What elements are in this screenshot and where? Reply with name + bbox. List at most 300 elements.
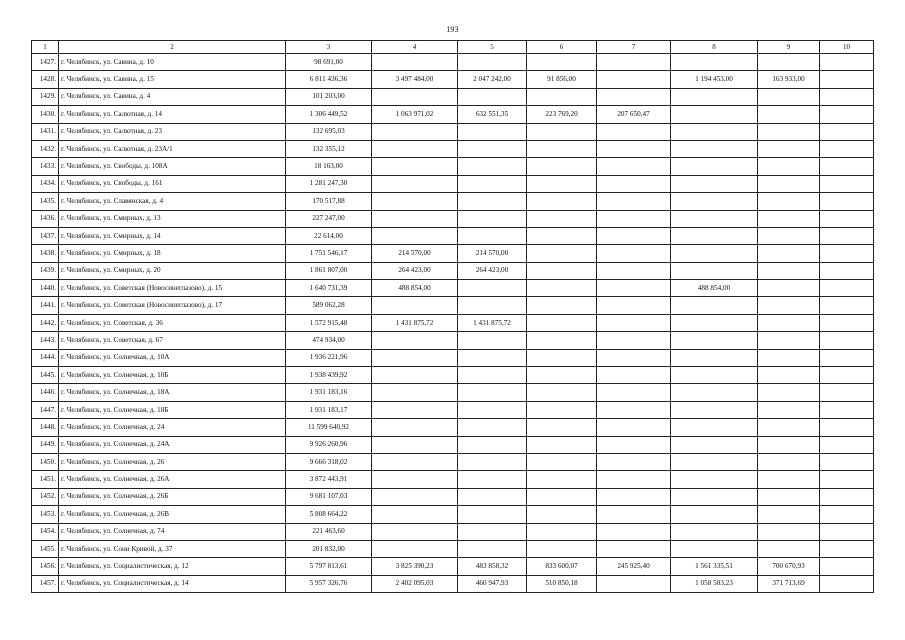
cost-col-9-cell [758, 280, 820, 297]
cost-col-4-cell [372, 488, 458, 505]
cost-total-cell: 1 936 221,96 [286, 349, 372, 366]
row-number-cell: 1431. [32, 123, 59, 140]
cost-col-6-cell [527, 88, 597, 105]
page-number: 193 [446, 25, 459, 34]
cost-col-5-cell [458, 140, 527, 157]
cost-col-9-cell [758, 349, 820, 366]
cost-col-5-cell [458, 123, 527, 140]
cost-col-5-cell: 2 047 242,00 [458, 71, 527, 88]
address-cell: г. Челябинск, ул. Солнечная, д. 10Б [59, 367, 286, 384]
cost-col-8-cell: 1 561 335,51 [671, 558, 758, 575]
cost-total-cell: 1 640 731,39 [286, 280, 372, 297]
cost-total-cell: 132 355,12 [286, 140, 372, 157]
row-number-cell: 1445. [32, 367, 59, 384]
cost-col-5-cell [458, 332, 527, 349]
cost-col-10-cell [820, 384, 874, 401]
row-number-cell: 1438. [32, 245, 59, 262]
cost-col-7-cell [597, 471, 671, 488]
address-cell: г. Челябинск, ул. Савина, д. 10 [59, 54, 286, 71]
cost-col-7-cell [597, 436, 671, 453]
table-row [32, 227, 874, 244]
cost-col-4-cell [372, 349, 458, 366]
cost-col-8-cell [671, 367, 758, 384]
cost-total-cell: 9 681 107,03 [286, 488, 372, 505]
cost-col-9-cell [758, 227, 820, 244]
cost-col-4-cell [372, 332, 458, 349]
cost-col-8-cell: 1 058 583,23 [671, 575, 758, 592]
table-row [32, 262, 874, 279]
cost-col-8-cell [671, 436, 758, 453]
cost-col-5-cell: 264 423,00 [458, 262, 527, 279]
row-number-cell: 1452. [32, 488, 59, 505]
cost-col-7-cell [597, 280, 671, 297]
cost-col-10-cell [820, 158, 874, 175]
address-cell: г. Челябинск, ул. Солнечная, д. 26 [59, 453, 286, 470]
cost-col-4-cell: 3 825 390,23 [372, 558, 458, 575]
cost-col-10-cell [820, 227, 874, 244]
row-number-cell: 1451. [32, 471, 59, 488]
cost-col-8-cell [671, 88, 758, 105]
column-header: 2 [59, 41, 286, 54]
cost-col-6-cell [527, 349, 597, 366]
cost-total-cell: 5 957 326,76 [286, 575, 372, 592]
cost-col-7-cell [597, 540, 671, 557]
cost-col-8-cell [671, 488, 758, 505]
cost-col-6-cell [527, 314, 597, 331]
address-cell: г. Челябинск, ул. Солнечная, д. 24А [59, 436, 286, 453]
row-number-cell: 1427. [32, 54, 59, 71]
address-cell: г. Челябинск, ул. Салютная, д. 23А/1 [59, 140, 286, 157]
cost-col-7-cell [597, 123, 671, 140]
cost-col-5-cell [458, 384, 527, 401]
table-body [32, 41, 874, 593]
table-row [32, 280, 874, 297]
cost-col-10-cell [820, 280, 874, 297]
cost-total-cell: 227 247,00 [286, 210, 372, 227]
row-number-cell: 1429. [32, 88, 59, 105]
cost-col-6-cell [527, 262, 597, 279]
row-number-cell: 1428. [32, 71, 59, 88]
cost-col-6-cell [527, 210, 597, 227]
cost-col-7-cell [597, 71, 671, 88]
row-number-cell: 1456. [32, 558, 59, 575]
table-row [32, 140, 874, 157]
cost-col-10-cell [820, 523, 874, 540]
cost-col-5-cell [458, 401, 527, 418]
table-row [32, 297, 874, 314]
cost-col-10-cell [820, 419, 874, 436]
cost-col-4-cell [372, 123, 458, 140]
cost-col-6-cell [527, 540, 597, 557]
row-number-cell: 1443. [32, 332, 59, 349]
cost-col-9-cell [758, 488, 820, 505]
cost-col-7-cell [597, 453, 671, 470]
row-number-cell: 1450. [32, 453, 59, 470]
cost-col-8-cell [671, 506, 758, 523]
cost-col-9-cell [758, 384, 820, 401]
cost-col-7-cell [597, 54, 671, 71]
cost-total-cell: 6 811 436,36 [286, 71, 372, 88]
cost-col-6-cell [527, 332, 597, 349]
address-cell: г. Челябинск, ул. Советская, д. 36 [59, 314, 286, 331]
cost-col-5-cell [458, 227, 527, 244]
cost-col-8-cell [671, 540, 758, 557]
cost-col-8-cell [671, 453, 758, 470]
cost-col-5-cell: 632 551,35 [458, 106, 527, 123]
row-number-cell: 1457. [32, 575, 59, 592]
cost-col-7-cell [597, 488, 671, 505]
cost-col-4-cell [372, 158, 458, 175]
cost-total-cell: 9 926 260,96 [286, 436, 372, 453]
address-cell: г. Челябинск, ул. Свободы, д. 161 [59, 175, 286, 192]
row-number-cell: 1441. [32, 297, 59, 314]
cost-col-9-cell [758, 506, 820, 523]
cost-col-6-cell [527, 140, 597, 157]
column-header: 9 [758, 41, 820, 54]
cost-col-10-cell [820, 54, 874, 71]
table-row [32, 540, 874, 557]
cost-col-5-cell [458, 419, 527, 436]
cost-col-5-cell [458, 488, 527, 505]
cost-col-6-cell: 223 769,20 [527, 106, 597, 123]
cost-col-4-cell [372, 419, 458, 436]
column-header: 10 [820, 41, 874, 54]
row-number-cell: 1439. [32, 262, 59, 279]
cost-col-6-cell [527, 227, 597, 244]
cost-col-7-cell: 245 925,40 [597, 558, 671, 575]
cost-col-10-cell [820, 506, 874, 523]
cost-total-cell: 9 666 318,02 [286, 453, 372, 470]
cost-total-cell: 201 832,00 [286, 540, 372, 557]
cost-col-6-cell [527, 297, 597, 314]
cost-total-cell: 1 281 247,30 [286, 175, 372, 192]
row-number-cell: 1454. [32, 523, 59, 540]
address-cell: г. Челябинск, ул. Смирных, д. 18 [59, 245, 286, 262]
table-row [32, 523, 874, 540]
cost-col-10-cell [820, 401, 874, 418]
cost-col-4-cell [372, 175, 458, 192]
row-number-cell: 1446. [32, 384, 59, 401]
cost-col-4-cell: 488 854,00 [372, 280, 458, 297]
cost-col-6-cell: 91 856,00 [527, 71, 597, 88]
row-number-cell: 1449. [32, 436, 59, 453]
cost-col-10-cell [820, 488, 874, 505]
cost-total-cell: 221 463,60 [286, 523, 372, 540]
cost-col-7-cell [597, 367, 671, 384]
table-row [32, 506, 874, 523]
cost-col-8-cell [671, 54, 758, 71]
cost-col-9-cell [758, 175, 820, 192]
cost-col-7-cell [597, 227, 671, 244]
row-number-cell: 1430. [32, 106, 59, 123]
cost-total-cell: 1 938 439,92 [286, 367, 372, 384]
cost-col-9-cell [758, 436, 820, 453]
cost-col-10-cell [820, 575, 874, 592]
cost-col-9-cell [758, 193, 820, 210]
cost-col-7-cell [597, 314, 671, 331]
cost-col-4-cell [372, 506, 458, 523]
cost-total-cell: 22 614,00 [286, 227, 372, 244]
table-row [32, 349, 874, 366]
cost-col-8-cell [671, 332, 758, 349]
cost-col-4-cell [372, 193, 458, 210]
address-cell: г. Челябинск, ул. Солнечная, д. 74 [59, 523, 286, 540]
cost-col-5-cell [458, 297, 527, 314]
cost-col-9-cell [758, 332, 820, 349]
table-row [32, 314, 874, 331]
cost-col-10-cell [820, 140, 874, 157]
table-row [32, 575, 874, 592]
address-cell: г. Челябинск, ул. Советская (Новосинеглазово), д. 15 [59, 280, 286, 297]
row-number-cell: 1442. [32, 314, 59, 331]
cost-total-cell: 589 062,28 [286, 297, 372, 314]
table-row [32, 384, 874, 401]
cost-col-9-cell [758, 123, 820, 140]
table-row [32, 175, 874, 192]
address-cell: г. Челябинск, ул. Смирных, д. 13 [59, 210, 286, 227]
cost-col-6-cell: 833 600,07 [527, 558, 597, 575]
cost-col-4-cell: 264 423,00 [372, 262, 458, 279]
column-number-row [32, 41, 874, 54]
cost-col-5-cell: 1 431 875,72 [458, 314, 527, 331]
column-header: 8 [671, 41, 758, 54]
table-row [32, 106, 874, 123]
cost-col-7-cell [597, 245, 671, 262]
cost-col-4-cell [372, 523, 458, 540]
cost-col-8-cell [671, 419, 758, 436]
cost-col-5-cell [458, 349, 527, 366]
cost-col-9-cell: 700 670,93 [758, 558, 820, 575]
cost-col-5-cell [458, 367, 527, 384]
cost-col-4-cell: 214 570,00 [372, 245, 458, 262]
cost-col-9-cell [758, 262, 820, 279]
row-number-cell: 1434. [32, 175, 59, 192]
cost-col-10-cell [820, 88, 874, 105]
address-cell: г. Челябинск, ул. Славянская, д. 4 [59, 193, 286, 210]
cost-total-cell: 98 691,00 [286, 54, 372, 71]
cost-total-cell: 18 163,00 [286, 158, 372, 175]
address-cell: г. Челябинск, ул. Солнечная, д. 26В [59, 506, 286, 523]
address-cell: г. Челябинск, ул. Солнечная, д. 26А [59, 471, 286, 488]
row-number-cell: 1440. [32, 280, 59, 297]
row-number-cell: 1444. [32, 349, 59, 366]
column-header: 1 [32, 41, 59, 54]
cost-col-8-cell [671, 193, 758, 210]
address-cell: г. Челябинск, ул. Социалистическая, д. 14 [59, 575, 286, 592]
cost-col-9-cell [758, 523, 820, 540]
table-row [32, 88, 874, 105]
table-row [32, 436, 874, 453]
cost-col-6-cell [527, 453, 597, 470]
table-row [32, 367, 874, 384]
cost-col-4-cell: 2 402 095,03 [372, 575, 458, 592]
cost-col-7-cell [597, 158, 671, 175]
address-cell: г. Челябинск, ул. Сони Кривой, д. 37 [59, 540, 286, 557]
row-number-cell: 1433. [32, 158, 59, 175]
cost-col-10-cell [820, 471, 874, 488]
cost-col-5-cell [458, 540, 527, 557]
cost-col-9-cell [758, 314, 820, 331]
cost-col-8-cell [671, 262, 758, 279]
cost-total-cell: 474 934,00 [286, 332, 372, 349]
row-number-cell: 1432. [32, 140, 59, 157]
cost-col-7-cell [597, 506, 671, 523]
column-header: 6 [527, 41, 597, 54]
cost-col-6-cell [527, 488, 597, 505]
cost-col-8-cell [671, 401, 758, 418]
table-row [32, 488, 874, 505]
cost-col-6-cell [527, 436, 597, 453]
address-cell: г. Челябинск, ул. Свободы, д. 108А [59, 158, 286, 175]
cost-col-9-cell [758, 54, 820, 71]
cost-col-10-cell [820, 106, 874, 123]
table-row [32, 401, 874, 418]
cost-col-10-cell [820, 349, 874, 366]
cost-col-7-cell [597, 332, 671, 349]
cost-col-10-cell [820, 210, 874, 227]
address-cell: г. Челябинск, ул. Смирных, д. 20 [59, 262, 286, 279]
column-header: 7 [597, 41, 671, 54]
cost-total-cell: 1 931 183,17 [286, 401, 372, 418]
cost-total-cell: 11 599 640,92 [286, 419, 372, 436]
cost-col-4-cell [372, 210, 458, 227]
row-number-cell: 1437. [32, 227, 59, 244]
cost-col-8-cell [671, 175, 758, 192]
cost-col-9-cell [758, 245, 820, 262]
row-number-cell: 1453. [32, 506, 59, 523]
table-row [32, 245, 874, 262]
cost-col-4-cell [372, 54, 458, 71]
cost-col-8-cell [671, 158, 758, 175]
cost-col-9-cell [758, 419, 820, 436]
table-row [32, 123, 874, 140]
cost-col-5-cell [458, 158, 527, 175]
address-cell: г. Челябинск, ул. Советская, д. 67 [59, 332, 286, 349]
cost-col-6-cell [527, 158, 597, 175]
cost-col-6-cell: 510 850,18 [527, 575, 597, 592]
cost-col-10-cell [820, 558, 874, 575]
row-number-cell: 1436. [32, 210, 59, 227]
cost-col-8-cell: 488 854,00 [671, 280, 758, 297]
cost-col-7-cell [597, 175, 671, 192]
cost-col-8-cell [671, 471, 758, 488]
cost-col-8-cell [671, 227, 758, 244]
cost-col-9-cell [758, 140, 820, 157]
cost-col-7-cell [597, 384, 671, 401]
table-row [32, 210, 874, 227]
cost-col-8-cell [671, 523, 758, 540]
address-cell: г. Челябинск, ул. Советская (Новосинеглазово), д. 17 [59, 297, 286, 314]
cost-col-9-cell [758, 297, 820, 314]
cost-col-6-cell [527, 384, 597, 401]
cost-col-10-cell [820, 123, 874, 140]
table-row [32, 332, 874, 349]
cost-col-7-cell [597, 210, 671, 227]
cost-col-9-cell [758, 401, 820, 418]
cost-col-8-cell [671, 210, 758, 227]
cost-col-10-cell [820, 71, 874, 88]
cost-col-6-cell [527, 471, 597, 488]
cost-col-9-cell [758, 88, 820, 105]
cost-col-6-cell [527, 419, 597, 436]
address-cell: г. Челябинск, ул. Салютная, д. 14 [59, 106, 286, 123]
address-cell: г. Челябинск, ул. Салютная, д. 23 [59, 123, 286, 140]
cost-col-7-cell [597, 297, 671, 314]
cost-col-9-cell [758, 106, 820, 123]
cost-col-6-cell [527, 367, 597, 384]
cost-col-4-cell: 3 497 484,00 [372, 71, 458, 88]
address-cell: г. Челябинск, ул. Савина, д. 4 [59, 88, 286, 105]
column-header: 4 [372, 41, 458, 54]
cost-col-8-cell [671, 314, 758, 331]
cost-col-4-cell [372, 384, 458, 401]
row-number-cell: 1455. [32, 540, 59, 557]
cost-col-7-cell: 207 650,47 [597, 106, 671, 123]
address-cell: г. Челябинск, ул. Солнечная, д. 18Б [59, 401, 286, 418]
cost-col-10-cell [820, 436, 874, 453]
cost-col-10-cell [820, 193, 874, 210]
cost-col-7-cell [597, 140, 671, 157]
cost-col-5-cell [458, 210, 527, 227]
cost-col-6-cell [527, 506, 597, 523]
cost-col-6-cell [527, 523, 597, 540]
cost-col-9-cell [758, 540, 820, 557]
cost-col-9-cell [758, 367, 820, 384]
cost-col-4-cell: 1 431 875,72 [372, 314, 458, 331]
cost-col-4-cell [372, 453, 458, 470]
cost-col-7-cell [597, 523, 671, 540]
cost-total-cell: 1 861 807,00 [286, 262, 372, 279]
table-row [32, 453, 874, 470]
cost-col-8-cell [671, 349, 758, 366]
cost-col-10-cell [820, 540, 874, 557]
cost-total-cell: 5 808 664,22 [286, 506, 372, 523]
cost-col-10-cell [820, 453, 874, 470]
address-cell: г. Челябинск, ул. Солнечная, д. 24 [59, 419, 286, 436]
cost-col-5-cell: 214 570,00 [458, 245, 527, 262]
cost-col-5-cell: 460 947,93 [458, 575, 527, 592]
cost-col-6-cell [527, 123, 597, 140]
cost-col-8-cell [671, 140, 758, 157]
cost-col-5-cell [458, 54, 527, 71]
cost-total-cell: 1 306 449,52 [286, 106, 372, 123]
cost-col-7-cell [597, 419, 671, 436]
cost-col-4-cell [372, 227, 458, 244]
cost-total-cell: 1 931 183,16 [286, 384, 372, 401]
cost-col-5-cell [458, 280, 527, 297]
row-number-cell: 1435. [32, 193, 59, 210]
cost-col-9-cell [758, 210, 820, 227]
cost-col-4-cell [372, 471, 458, 488]
cost-col-8-cell [671, 384, 758, 401]
cost-col-4-cell [372, 367, 458, 384]
table-row [32, 471, 874, 488]
cost-col-6-cell [527, 280, 597, 297]
cost-col-5-cell [458, 88, 527, 105]
cost-col-8-cell: 1 194 453,00 [671, 71, 758, 88]
address-cell: г. Челябинск, ул. Савина, д. 15 [59, 71, 286, 88]
cost-col-4-cell [372, 140, 458, 157]
cost-total-cell: 1 751 546,17 [286, 245, 372, 262]
cost-col-10-cell [820, 297, 874, 314]
cost-col-4-cell [372, 88, 458, 105]
cost-col-4-cell [372, 436, 458, 453]
cost-total-cell: 1 572 915,48 [286, 314, 372, 331]
address-cell: г. Челябинск, ул. Солнечная, д. 26Б [59, 488, 286, 505]
cost-col-5-cell [458, 523, 527, 540]
cost-col-5-cell [458, 506, 527, 523]
table-row [32, 419, 874, 436]
